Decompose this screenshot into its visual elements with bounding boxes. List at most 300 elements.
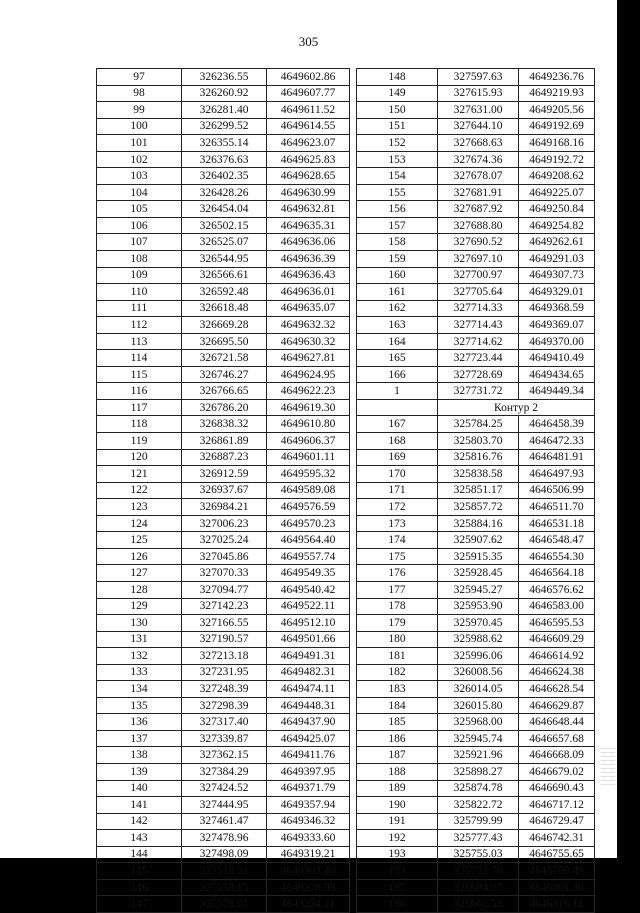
- y-coordinate-cell: 4646548.47: [519, 532, 595, 549]
- x-coordinate-cell: 326912.59: [182, 466, 267, 483]
- point-number-cell: 165: [357, 350, 438, 367]
- table-row: [357, 383, 595, 400]
- table-row: [97, 664, 350, 681]
- y-coordinate-cell: 4649168.16: [519, 135, 595, 152]
- point-number-cell: 137: [97, 730, 182, 747]
- x-coordinate-cell: 325874.78: [438, 780, 519, 797]
- y-coordinate-cell: 4649627.81: [267, 350, 350, 367]
- table-row: [357, 85, 595, 102]
- table-row: [357, 449, 595, 466]
- point-number-cell: 139: [97, 763, 182, 780]
- y-coordinate-cell: 4646755.65: [519, 846, 595, 863]
- y-coordinate-cell: 4649219.93: [519, 85, 595, 102]
- table-row: [357, 201, 595, 218]
- point-number-cell: 116: [97, 383, 182, 400]
- y-coordinate-cell: 4649619.30: [267, 399, 350, 416]
- point-number-cell: 180: [357, 631, 438, 648]
- table-row: [97, 135, 350, 152]
- x-coordinate-cell: 327690.52: [438, 234, 519, 251]
- y-coordinate-cell: 4649630.32: [267, 333, 350, 350]
- table-row: [97, 697, 350, 714]
- point-number-cell: 179: [357, 615, 438, 632]
- y-coordinate-cell: 4649329.01: [519, 284, 595, 301]
- empty-cell: [357, 399, 438, 416]
- table-row: [357, 863, 595, 880]
- y-coordinate-cell: 4649346.32: [267, 813, 350, 830]
- x-coordinate-cell: 327231.95: [182, 664, 267, 681]
- point-number-cell: 163: [357, 317, 438, 334]
- y-coordinate-cell: 4649607.77: [267, 85, 350, 102]
- y-coordinate-cell: 4646657.68: [519, 730, 595, 747]
- y-coordinate-cell: 4649602.86: [267, 69, 350, 86]
- y-coordinate-cell: 4646614.92: [519, 648, 595, 665]
- y-coordinate-cell: 4649270.99: [267, 879, 350, 896]
- table-row: [357, 664, 595, 681]
- y-coordinate-cell: 4646624.38: [519, 664, 595, 681]
- table-row: [97, 466, 350, 483]
- y-coordinate-cell: 4649540.42: [267, 581, 350, 598]
- table-row: [357, 135, 595, 152]
- table-row: [97, 416, 350, 433]
- point-number-cell: 170: [357, 466, 438, 483]
- x-coordinate-cell: 326887.23: [182, 449, 267, 466]
- table-row: [97, 333, 350, 350]
- point-number-cell: 138: [97, 747, 182, 764]
- table-row: [97, 615, 350, 632]
- table-row: [97, 399, 350, 416]
- y-coordinate-cell: 4646629.87: [519, 697, 595, 714]
- point-number-cell: 153: [357, 151, 438, 168]
- point-number-cell: 132: [97, 648, 182, 665]
- x-coordinate-cell: 325799.99: [438, 813, 519, 830]
- point-number-cell: 161: [357, 284, 438, 301]
- y-coordinate-cell: 4649254.82: [519, 217, 595, 234]
- point-number-cell: 186: [357, 730, 438, 747]
- table-row: [97, 69, 350, 86]
- x-coordinate-cell: 325784.25: [438, 416, 519, 433]
- point-number-cell: 118: [97, 416, 182, 433]
- x-coordinate-cell: 325988.62: [438, 631, 519, 648]
- y-coordinate-cell: 4649474.11: [267, 681, 350, 698]
- y-coordinate-cell: 4649636.01: [267, 284, 350, 301]
- x-coordinate-cell: 325970.45: [438, 615, 519, 632]
- point-number-cell: 141: [97, 797, 182, 814]
- table-row: [97, 251, 350, 268]
- x-coordinate-cell: 325816.76: [438, 449, 519, 466]
- point-number-cell: 178: [357, 598, 438, 615]
- x-coordinate-cell: 327631.00: [438, 102, 519, 119]
- section-header: Контур 2: [438, 399, 595, 416]
- table-row: [97, 780, 350, 797]
- x-coordinate-cell: 327700.97: [438, 267, 519, 284]
- x-coordinate-cell: 325968.00: [438, 714, 519, 731]
- x-coordinate-cell: 327025.24: [182, 532, 267, 549]
- point-number-cell: 123: [97, 499, 182, 516]
- y-coordinate-cell: 4649491.31: [267, 648, 350, 665]
- scan-artifact: [601, 745, 615, 785]
- point-number-cell: 172: [357, 499, 438, 516]
- y-coordinate-cell: 4649628.65: [267, 168, 350, 185]
- x-coordinate-cell: 327697.10: [438, 251, 519, 268]
- table-row: [97, 896, 350, 913]
- x-coordinate-cell: 326618.48: [182, 300, 267, 317]
- point-number-cell: 193: [357, 846, 438, 863]
- x-coordinate-cell: 325803.70: [438, 433, 519, 450]
- point-number-cell: 150: [357, 102, 438, 119]
- y-coordinate-cell: 4649303.46: [267, 863, 350, 880]
- x-coordinate-cell: 327723.44: [438, 350, 519, 367]
- point-number-cell: 143: [97, 830, 182, 847]
- x-coordinate-cell: 326260.92: [182, 85, 267, 102]
- y-coordinate-cell: 4649397.95: [267, 763, 350, 780]
- x-coordinate-cell: 327461.47: [182, 813, 267, 830]
- table-row: [357, 366, 595, 383]
- y-coordinate-cell: 4646458.39: [519, 416, 595, 433]
- table-row: [97, 846, 350, 863]
- point-number-cell: 167: [357, 416, 438, 433]
- x-coordinate-cell: 325884.16: [438, 515, 519, 532]
- x-coordinate-cell: 325921.96: [438, 747, 519, 764]
- x-coordinate-cell: 327674.36: [438, 151, 519, 168]
- y-coordinate-cell: 4649357.94: [267, 797, 350, 814]
- point-number-cell: 135: [97, 697, 182, 714]
- point-number-cell: 190: [357, 797, 438, 814]
- x-coordinate-cell: 327558.15: [182, 879, 267, 896]
- y-coordinate-cell: 4649411.76: [267, 747, 350, 764]
- y-coordinate-cell: 4649192.69: [519, 118, 595, 135]
- x-coordinate-cell: 326984.21: [182, 499, 267, 516]
- y-coordinate-cell: 4646481.91: [519, 449, 595, 466]
- point-number-cell: 111: [97, 300, 182, 317]
- table-row: [357, 217, 595, 234]
- y-coordinate-cell: 4649595.32: [267, 466, 350, 483]
- x-coordinate-cell: 327444.95: [182, 797, 267, 814]
- y-coordinate-cell: 4649262.61: [519, 234, 595, 251]
- table-row: [97, 714, 350, 731]
- x-coordinate-cell: 326544.95: [182, 251, 267, 268]
- point-number-cell: 107: [97, 234, 182, 251]
- table-row: [357, 747, 595, 764]
- y-coordinate-cell: 4649482.31: [267, 664, 350, 681]
- x-coordinate-cell: 327687.92: [438, 201, 519, 218]
- x-coordinate-cell: 327705.64: [438, 284, 519, 301]
- x-coordinate-cell: 326428.26: [182, 184, 267, 201]
- table-row: [97, 548, 350, 565]
- x-coordinate-cell: 325851.17: [438, 482, 519, 499]
- x-coordinate-cell: 327714.43: [438, 317, 519, 334]
- table-row: [357, 69, 595, 86]
- x-coordinate-cell: 327006.23: [182, 515, 267, 532]
- y-coordinate-cell: 4649614.55: [267, 118, 350, 135]
- y-coordinate-cell: 4646564.18: [519, 565, 595, 582]
- x-coordinate-cell: 327597.63: [438, 69, 519, 86]
- table-row: [97, 730, 350, 747]
- y-coordinate-cell: 4649208.62: [519, 168, 595, 185]
- x-coordinate-cell: 327070.33: [182, 565, 267, 582]
- x-coordinate-cell: 327384.29: [182, 763, 267, 780]
- x-coordinate-cell: 326746.27: [182, 366, 267, 383]
- y-coordinate-cell: 4649635.31: [267, 217, 350, 234]
- table-row: [357, 433, 595, 450]
- y-coordinate-cell: 4649589.08: [267, 482, 350, 499]
- point-number-cell: 129: [97, 598, 182, 615]
- table-row: [97, 433, 350, 450]
- point-number-cell: 136: [97, 714, 182, 731]
- x-coordinate-cell: 326766.65: [182, 383, 267, 400]
- x-coordinate-cell: 326355.14: [182, 135, 267, 152]
- x-coordinate-cell: 325953.90: [438, 598, 519, 615]
- table-row: [357, 267, 595, 284]
- x-coordinate-cell: 326015.80: [438, 697, 519, 714]
- x-coordinate-cell: 325684.07: [438, 879, 519, 896]
- point-number-cell: 184: [357, 697, 438, 714]
- table-row: [357, 399, 595, 416]
- table-row: [357, 681, 595, 698]
- table-row: [357, 879, 595, 896]
- table-row: [357, 416, 595, 433]
- table-row: [357, 499, 595, 516]
- x-coordinate-cell: 325822.72: [438, 797, 519, 814]
- y-coordinate-cell: 4649448.31: [267, 697, 350, 714]
- point-number-cell: 99: [97, 102, 182, 119]
- table-row: [357, 780, 595, 797]
- table-row: [357, 714, 595, 731]
- table-row: [357, 317, 595, 334]
- x-coordinate-cell: 325755.03: [438, 846, 519, 863]
- table-row: [357, 118, 595, 135]
- y-coordinate-cell: 4649636.06: [267, 234, 350, 251]
- y-coordinate-cell: 4649564.40: [267, 532, 350, 549]
- y-coordinate-cell: 4649319.21: [267, 846, 350, 863]
- coordinates-table-right: [356, 68, 595, 913]
- x-coordinate-cell: 327166.55: [182, 615, 267, 632]
- table-row: [97, 168, 350, 185]
- y-coordinate-cell: 4649611.52: [267, 102, 350, 119]
- table-row: [97, 350, 350, 367]
- y-coordinate-cell: 4646717.12: [519, 797, 595, 814]
- x-coordinate-cell: 326454.04: [182, 201, 267, 218]
- point-number-cell: 124: [97, 515, 182, 532]
- x-coordinate-cell: 327142.23: [182, 598, 267, 615]
- x-coordinate-cell: 327339.87: [182, 730, 267, 747]
- table-row: [357, 333, 595, 350]
- x-coordinate-cell: 325915.35: [438, 548, 519, 565]
- table-row: [357, 482, 595, 499]
- point-number-cell: 114: [97, 350, 182, 367]
- point-number-cell: 122: [97, 482, 182, 499]
- x-coordinate-cell: 326502.15: [182, 217, 267, 234]
- table-row: [357, 466, 595, 483]
- x-coordinate-cell: 326376.63: [182, 151, 267, 168]
- y-coordinate-cell: 4649254.11: [267, 896, 350, 913]
- table-row: [97, 85, 350, 102]
- x-coordinate-cell: 327681.91: [438, 184, 519, 201]
- point-number-cell: 154: [357, 168, 438, 185]
- point-number-cell: 115: [97, 366, 182, 383]
- x-coordinate-cell: 325996.06: [438, 648, 519, 665]
- y-coordinate-cell: 4646668.09: [519, 747, 595, 764]
- y-coordinate-cell: 4646511.70: [519, 499, 595, 516]
- point-number-cell: 106: [97, 217, 182, 234]
- y-coordinate-cell: 4649192.72: [519, 151, 595, 168]
- table-row: [97, 499, 350, 516]
- table-row: [97, 863, 350, 880]
- point-number-cell: 189: [357, 780, 438, 797]
- x-coordinate-cell: 325777.43: [438, 830, 519, 847]
- point-number-cell: 156: [357, 201, 438, 218]
- table-row: [97, 201, 350, 218]
- table-row: [97, 813, 350, 830]
- x-coordinate-cell: 325838.58: [438, 466, 519, 483]
- y-coordinate-cell: 4649557.74: [267, 548, 350, 565]
- table-row: [357, 581, 595, 598]
- x-coordinate-cell: 327498.09: [182, 846, 267, 863]
- table-row: [97, 598, 350, 615]
- x-coordinate-cell: 325907.62: [438, 532, 519, 549]
- x-coordinate-cell: 325945.74: [438, 730, 519, 747]
- x-coordinate-cell: 325732.78: [438, 863, 519, 880]
- x-coordinate-cell: 327045.86: [182, 548, 267, 565]
- y-coordinate-cell: 4649434.65: [519, 366, 595, 383]
- table-row: [97, 184, 350, 201]
- point-number-cell: 140: [97, 780, 182, 797]
- point-number-cell: 191: [357, 813, 438, 830]
- x-coordinate-cell: 326566.61: [182, 267, 267, 284]
- point-number-cell: 152: [357, 135, 438, 152]
- x-coordinate-cell: 326592.48: [182, 284, 267, 301]
- table-row: [357, 730, 595, 747]
- point-number-cell: 155: [357, 184, 438, 201]
- point-number-cell: 176: [357, 565, 438, 582]
- point-number-cell: 103: [97, 168, 182, 185]
- table-row: [97, 631, 350, 648]
- x-coordinate-cell: 326669.28: [182, 317, 267, 334]
- x-coordinate-cell: 327714.33: [438, 300, 519, 317]
- table-row: [357, 565, 595, 582]
- table-row: [357, 631, 595, 648]
- y-coordinate-cell: 4646801.30: [519, 879, 595, 896]
- x-coordinate-cell: 325928.45: [438, 565, 519, 582]
- x-coordinate-cell: 325857.72: [438, 499, 519, 516]
- y-coordinate-cell: 4646648.44: [519, 714, 595, 731]
- table-row: [357, 168, 595, 185]
- y-coordinate-cell: 4649291.03: [519, 251, 595, 268]
- point-number-cell: 146: [97, 879, 182, 896]
- y-coordinate-cell: 4646472.33: [519, 433, 595, 450]
- x-coordinate-cell: 325662.53: [438, 896, 519, 913]
- x-coordinate-cell: 326281.40: [182, 102, 267, 119]
- y-coordinate-cell: 4649333.60: [267, 830, 350, 847]
- table-row: [357, 697, 595, 714]
- table-row: [97, 383, 350, 400]
- table-row: [357, 896, 595, 913]
- x-coordinate-cell: 327731.72: [438, 383, 519, 400]
- coordinates-table-left: [96, 68, 350, 913]
- y-coordinate-cell: 4649425.07: [267, 730, 350, 747]
- point-number-cell: 157: [357, 217, 438, 234]
- point-number-cell: 194: [357, 863, 438, 880]
- x-coordinate-cell: 326236.55: [182, 69, 267, 86]
- table-row: [357, 846, 595, 863]
- point-number-cell: 195: [357, 879, 438, 896]
- point-number-cell: 119: [97, 433, 182, 450]
- y-coordinate-cell: 4646609.29: [519, 631, 595, 648]
- table-row: [97, 317, 350, 334]
- x-coordinate-cell: 327578.01: [182, 896, 267, 913]
- table-row: [97, 482, 350, 499]
- point-number-cell: 133: [97, 664, 182, 681]
- point-number-cell: 100: [97, 118, 182, 135]
- y-coordinate-cell: 4646531.18: [519, 515, 595, 532]
- table-row: [357, 251, 595, 268]
- point-number-cell: 112: [97, 317, 182, 334]
- x-coordinate-cell: 326786.20: [182, 399, 267, 416]
- x-coordinate-cell: 326525.07: [182, 234, 267, 251]
- point-number-cell: 181: [357, 648, 438, 665]
- y-coordinate-cell: 4646595.53: [519, 615, 595, 632]
- table-row: [97, 565, 350, 582]
- table-row: [357, 151, 595, 168]
- point-number-cell: 104: [97, 184, 182, 201]
- table-row: [357, 184, 595, 201]
- point-number-cell: 102: [97, 151, 182, 168]
- table-row: [357, 515, 595, 532]
- x-coordinate-cell: 327678.07: [438, 168, 519, 185]
- point-number-cell: 160: [357, 267, 438, 284]
- point-number-cell: 144: [97, 846, 182, 863]
- table-row: [97, 217, 350, 234]
- point-number-cell: 174: [357, 532, 438, 549]
- y-coordinate-cell: 4646679.02: [519, 763, 595, 780]
- x-coordinate-cell: 326008.56: [438, 664, 519, 681]
- x-coordinate-cell: 327190.57: [182, 631, 267, 648]
- table-row: [357, 813, 595, 830]
- table-row: [97, 449, 350, 466]
- y-coordinate-cell: 4649610.80: [267, 416, 350, 433]
- point-number-cell: 98: [97, 85, 182, 102]
- point-number-cell: 134: [97, 681, 182, 698]
- point-number-cell: 145: [97, 863, 182, 880]
- y-coordinate-cell: 4646497.93: [519, 466, 595, 483]
- point-number-cell: 101: [97, 135, 182, 152]
- point-number-cell: 108: [97, 251, 182, 268]
- x-coordinate-cell: 326014.05: [438, 681, 519, 698]
- table-row: [357, 548, 595, 565]
- point-number-cell: 158: [357, 234, 438, 251]
- x-coordinate-cell: 327213.18: [182, 648, 267, 665]
- x-coordinate-cell: 327317.40: [182, 714, 267, 731]
- table-row: [357, 300, 595, 317]
- table-row: [97, 284, 350, 301]
- point-number-cell: 113: [97, 333, 182, 350]
- y-coordinate-cell: 4646554.30: [519, 548, 595, 565]
- point-number-cell: 159: [357, 251, 438, 268]
- y-coordinate-cell: 4649369.07: [519, 317, 595, 334]
- x-coordinate-cell: 327668.63: [438, 135, 519, 152]
- point-number-cell: 110: [97, 284, 182, 301]
- table-row: [357, 615, 595, 632]
- y-coordinate-cell: 4649635.07: [267, 300, 350, 317]
- y-coordinate-cell: 4649205.56: [519, 102, 595, 119]
- page-number: 305: [298, 34, 319, 49]
- point-number-cell: 183: [357, 681, 438, 698]
- y-coordinate-cell: 4649576.59: [267, 499, 350, 516]
- x-coordinate-cell: 326695.50: [182, 333, 267, 350]
- point-number-cell: 121: [97, 466, 182, 483]
- y-coordinate-cell: 4646576.62: [519, 581, 595, 598]
- x-coordinate-cell: 327518.21: [182, 863, 267, 880]
- point-number-cell: 126: [97, 548, 182, 565]
